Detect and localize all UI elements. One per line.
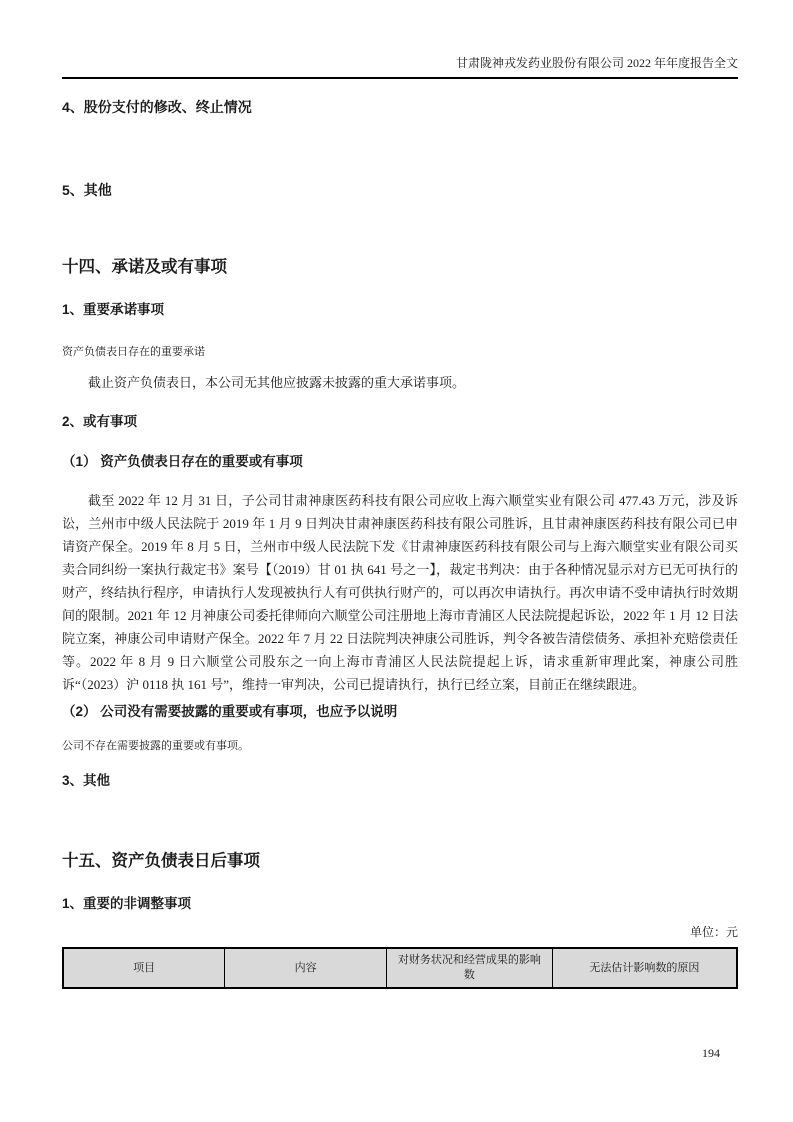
unit-label: 单位：元 [689, 925, 738, 939]
paragraph-litigation-details: 截至 2022 年 12 月 31 日，子公司甘肃神康医药科技有限公司应收上海六顺堂实业有限公司 477.43 万元，涉及诉讼，兰州市中级人民法院于 2019 年 1 月 9 日判决甘肃神康医药科技有限公司胜诉，且甘肃神康医药科技有限公司已申请资产保全。2019 年 8 月 5 日，兰州市中级人民法院下发《甘肃神康医药科技有限公司与上海六顺堂实业有限公司买卖合同纠纷一案执行裁定书》案号【（2019）甘 01 执 641 号之一】，裁定书判决：由于各种情况显示对方已无可执行的财产，终结执行程序，申请执行人发现被执行人有可供执行财产的，可以再次申请执行。再次申请不受申请执行时效期间的限制。2021 年 12 月神康公司委托律师向六顺堂公司注册地上海市青浦区人民法院提起诉讼，2022 年 1 月 12 日法院立案，神康公司申请财产保全。2022 年 7 月 22 日法院判决神康公司胜诉，判令各被告清偿债务、承担补充赔偿责任等。2022 年 8 月 9 日六顺堂公司股东之一向上海市青浦区人民法院提起上诉，请求重新审理此案，神康公司胜诉“（2023）沪 0118 执 161 号”，维持一审判决，公司已提请执行，执行已经立案，目前正在继续跟进。 [62, 493, 739, 692]
page-number: 194 [702, 1046, 720, 1060]
heading-other-5: 5、其他 [62, 182, 112, 198]
table-header-item: 项目 [63, 948, 225, 988]
non-adjusting-events-table [62, 947, 738, 989]
table-header-row [63, 948, 737, 988]
heading-other-3: 3、其他 [62, 773, 111, 788]
heading-share-payment-modification: 4、股份支付的修改、终止情况 [62, 99, 252, 115]
note-balance-sheet-commitments: 资产负债表日存在的重要承诺 [62, 346, 205, 358]
heading-contingencies: 2、或有事项 [62, 414, 138, 429]
heading-important-non-adjusting-events: 1、重要的非调整事项 [62, 896, 192, 911]
table-header-impact-amount: 对财务状况和经营成果的影响数 [387, 948, 553, 988]
page-header-title: 甘肃陇神戎发药业股份有限公司 2022 年年度报告全文 [62, 0, 738, 79]
heading-important-commitments: 1、重要承诺事项 [62, 302, 165, 317]
heading-contingencies-at-balance-sheet-date: （1） 资产负债表日存在的重要或有事项 [62, 454, 303, 469]
heading-chapter-15-post-balance-sheet-events: 十五、资产负债表日后事项 [62, 852, 260, 870]
table-header-reason-unestimable: 无法估计影响数的原因 [552, 948, 737, 988]
text-no-contingencies: 公司不存在需要披露的重要或有事项。 [62, 740, 249, 752]
text-no-undisclosed-commitments: 截止资产负债表日，本公司无其他应披露未披露的重大承诺事项。 [88, 375, 466, 390]
heading-no-contingencies-to-disclose: （2） 公司没有需要披露的重要或有事项，也应予以说明 [62, 704, 398, 719]
table-header-content: 内容 [225, 948, 387, 988]
heading-chapter-14-commitments-contingencies: 十四、承诺及或有事项 [62, 258, 227, 276]
